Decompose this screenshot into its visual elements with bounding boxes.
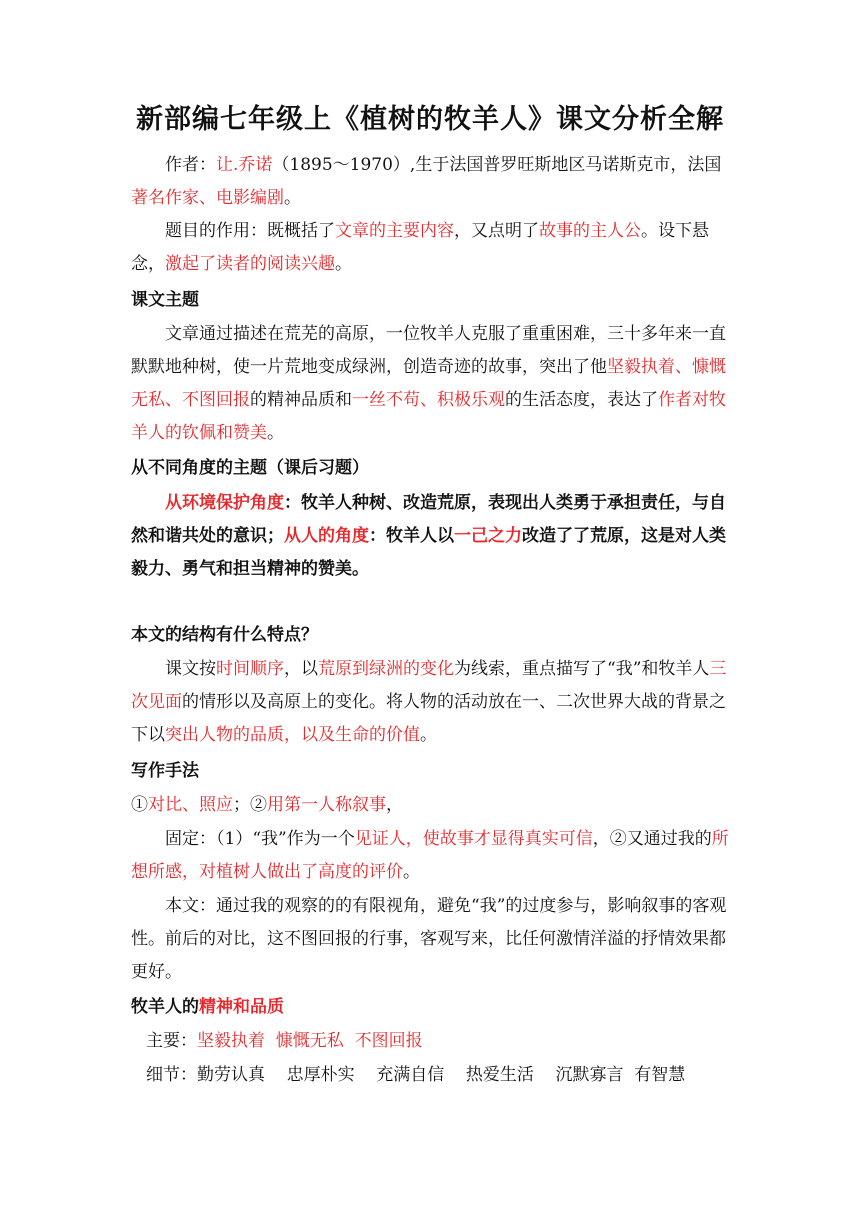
highlight-admiration: 作者对牧羊人的钦佩和赞美 (131, 390, 726, 443)
author-paragraph: 作者：让.乔诺（1895～1970）,生于法国普罗旺斯地区马诺斯克市，法国著名作家、电影编剧。 (131, 155, 722, 208)
author-roles: 著名作家、电影编剧 (131, 188, 284, 208)
author-bio: （1895～1970）,生于法国普罗旺斯地区马诺斯克市，法国 (272, 155, 722, 175)
highlight-evaluation: 所想所感，对植树人做出了高度的评价 (131, 829, 729, 882)
highlight-spirit: 精神和品质 (199, 997, 284, 1017)
document-title: 新部编七年级上《植树的牧羊人》课文分析全解 (136, 104, 724, 135)
highlight-protagonist: 故事的主人公 (539, 221, 641, 241)
fixed-paragraph: 固定：（1）“我”作为一个见证人，使故事才显得真实可信，②又通过我的所想所感，对植树人做出了高度的评价。 (131, 829, 729, 882)
title-effect-paragraph: 题目的作用：既概括了文章的主要内容，又点明了故事的主人公。设下悬念，激起了读者的阅读兴趣。 (131, 221, 709, 274)
highlight-time-order: 时间顺序 (216, 659, 284, 679)
highlight-qualities: 坚毅执着、慷慨无私、不图回报 (131, 357, 726, 410)
author-label: 作者： (165, 155, 216, 175)
detail-qualities: 勤劳认真 忠厚朴实 充满自信 热爱生活 沉默寡言 有智慧 (197, 1065, 686, 1085)
structure-paragraph: 课文按时间顺序，以荒原到绿洲的变化为线索，重点描写了“我”和牧羊人三次见面的情形以及高原上的变化。将人物的活动放在一、二次世界大战的背景之下以突出人物的品质，以及生命的价值。 (131, 659, 727, 745)
highlight-main-content: 文章的主要内容 (335, 221, 454, 241)
detail-qualities-line (146, 1059, 685, 1092)
detail-label: 细节： (146, 1065, 197, 1085)
highlight-attitude: 一丝不苟、积极乐观 (352, 390, 505, 410)
highlight-own-strength: 一己之力 (454, 526, 522, 546)
main-qualities: 坚毅执着 慷慨无私 不图回报 (197, 1031, 423, 1051)
highlight-human-angle: 从人的角度 (284, 526, 369, 546)
author-name: 让.乔诺 (216, 155, 273, 175)
highlight-interest: 激起了读者的阅读兴趣 (165, 254, 335, 274)
angles-paragraph: 从环境保护角度：牧羊人种树、改造荒原，表现出人类勇于承担责任，与自然和谐共处的意识；从人的角度：牧羊人以一己之力改造了了荒原，这是对人类毅力、勇气和担当精神的赞美。 (131, 493, 726, 579)
highlight-contrast: 对比、照应 (148, 795, 233, 815)
section-heading-structure: 本文的结构有什么特点？ (131, 625, 318, 645)
highlight-clue: 荒原到绿洲的变化 (318, 659, 454, 679)
section-heading-writing: 写作手法 (131, 761, 199, 781)
main-qualities-line (146, 1025, 423, 1058)
writing-techniques-line: ①对比、照应；②用第一人称叙事， (131, 795, 403, 815)
text-analysis-paragraph: 本文：通过我的观察的的有限视角，避免“我”的过度参与，影响叙事的客观性。前后的对比，这不图回报的行事，客观写来，比任何激情洋溢的抒情效果都更好。 (131, 896, 727, 982)
highlight-value: 突出人物的品质，以及生命的价值 (165, 725, 420, 745)
section-heading-theme: 课文主题 (131, 290, 199, 310)
section-heading-angles: 从不同角度的主题（课后习题） (131, 458, 369, 478)
highlight-three-meetings: 三次见面 (131, 659, 727, 712)
main-label: 主要： (146, 1031, 197, 1051)
section-heading-character: 牧羊人的精神和品质 (131, 997, 284, 1017)
highlight-first-person: 用第一人称叙事 (267, 795, 386, 815)
theme-paragraph: 文章通过描述在荒芜的高原，一位牧羊人克服了重重困难，三十多年来一直默默地种树，使一片荒地变成绿洲，创造奇迹的故事，突出了他坚毅执着、慷慨无私、不图回报的精神品质和一丝不苟、积极乐观的生活态度，表达了作者对牧羊人的钦佩和赞美。 (131, 324, 726, 443)
highlight-environment-angle: 从环境保护角度 (165, 493, 284, 513)
highlight-witness: 见证人，使故事才显得真实可信 (354, 829, 593, 849)
